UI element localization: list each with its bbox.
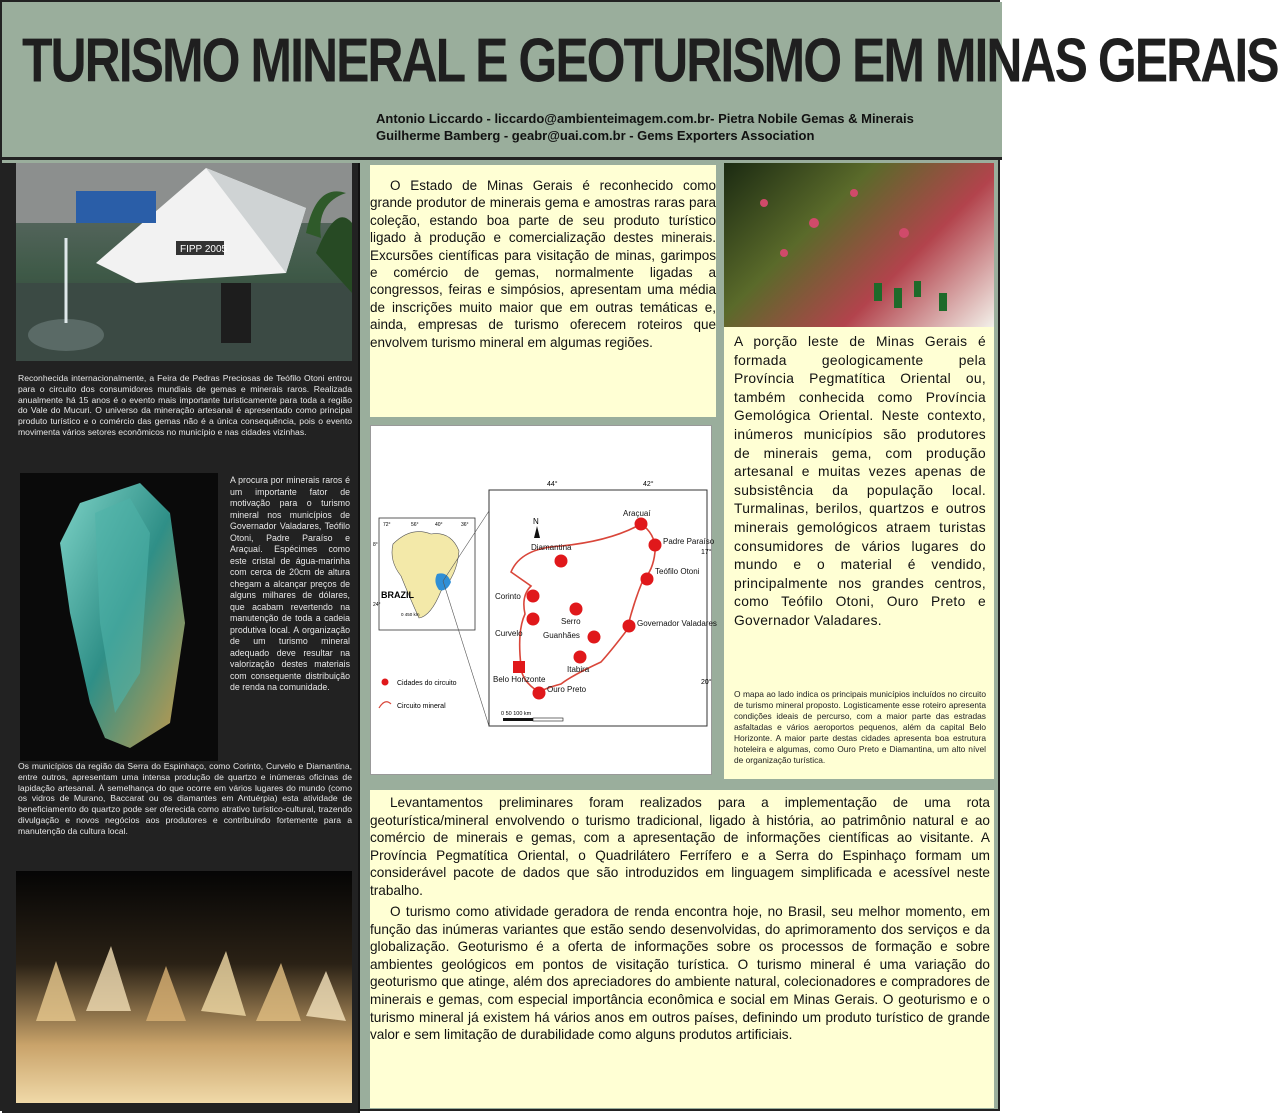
lat-20: 20° [701,679,712,686]
inset-lon-2: 56° [411,522,419,528]
label-guanhaes: Guanhães [543,631,580,640]
intro-panel [370,165,716,417]
fair-caption: Reconhecida internacionalmente, a Feira de Pedras Preciosas de Teófilo Otoni entrou para o circuito dos consumidores mundiais de gemas e minerais raros. Realizada anualmente há 15 anos é o evento mais importante turisticamente para toda a região do Vale do Mucuri. O universo da mineração artesanal é apresentado como principal produto turístico e o comércio das gemas não é a única consequência, pois o evento movimenta vários setores econômicos no município e nas cidades vizinhas. [18,373,352,437]
label-teofilo-otoni: Teófilo Otoni [655,567,700,576]
label-belo-horizonte: Belo Horizonte [493,675,546,684]
label-governador-valadares: Governador Valadares [637,619,717,628]
quartz-crystals-photo [16,871,352,1103]
label-padre-paraiso: Padre Paraíso [663,537,715,546]
poster-title: TURISMO MINERAL E GEOTURISMO EM MINAS GERAIS [22,25,1278,96]
label-itabira: Itabira [567,665,590,674]
gem-fair-photo [16,163,352,361]
city-aracuai [635,518,648,531]
city-belo-horizonte [513,661,525,673]
city-diamantina [555,555,568,568]
scale-label: 0 50 100 km [501,711,532,717]
brazil-label: BRAZIL [381,590,414,600]
paragraph-1: Levantamentos preliminares foram realizados para a implementação de uma rota geoturística/mineral envolvendo o turismo tradicional, ligado à história, ao patrimônio natural e ao comércio de minerais e gemas, com a apresentação de informações científicas ao visitante. A Província Pegmatítica Oriental, o Quadrilátero Ferrífero e a Serra do Espinhaço formam um considerável pacote de dados que são introduzidos em linguagem simplificada e acessível neste trabalho. [370,795,990,898]
label-curvelo: Curvelo [495,629,523,638]
city-teofilo-otoni [641,573,654,586]
inset-scale: 0 450 km [401,612,420,617]
paragraph-2: O turismo como atividade geradora de renda encontra hoje, no Brasil, seu melhor momento, em função das inúmeras variantes que estão sendo desenvolvidas, do aprimoramento dos serviços e da globalização. Geoturismo é a oferta de informações sobre os processos de formação e sobre ambientes geológicos em pontos de visitação turística. O turismo mineral é uma variação do geoturismo que atinge, além dos apreciadores do ambiente natural, colecionadores e compradores de minerais e gemas, com especial importância econômica e social em Minas Gerais. O geoturismo e o turismo mineral já existem há vários anos em outros países, definindo um produto turístico de grande valor e sem limitação de durabilidade como alguns produtos artificiais. [370,904,990,1043]
lon-42: 42° [643,481,654,488]
east-panel [724,327,994,779]
city-curvelo [527,613,540,626]
label-corinto: Corinto [495,592,521,601]
author-1: Antonio Liccardo - liccardo@ambienteimagem.com.br- Pietra Nobile Gemas & Minerais [376,111,914,126]
label-diamantina: Diamantina [531,543,572,552]
inset-lon-4: 36° [461,522,469,528]
lat-17: 17° [701,549,712,556]
left-column [2,163,360,1113]
city-guanhaes [588,631,601,644]
legend-city: Cidades do circuito [397,680,457,687]
bottom-panel [370,790,994,1108]
city-governador-valadares [623,620,636,633]
fair-sign: FIPP 2005 [180,244,228,255]
aquamarine-crystal-photo [20,473,218,761]
city-ouro-preto [533,687,546,700]
inset-lon-3: 40° [435,522,443,528]
crystal-caption: A procura por minerais raros é um importante fator de motivação para o turismo mineral nos municípios de Governador Valadares, Teófilo Otoni, Padre Paraíso e Araçuaí. Espécimes como este cristal de água-marinha com cerca de 20cm de altura chegam a alcançar preços de alguns milhares de dólares, que acabam revertendo na manutenção de toda a cadeia produtiva local. A organização de um turismo mineral adequado deve resultar na valorização destes materiais com consequente distribuição de renda na comunidade. [230,475,350,692]
city-serro [570,603,583,616]
intro-text: O Estado de Minas Gerais é reconhecido como grande produtor de minerais gema e amostras raras para coleção, estando boa parte de seu produto turístico ligado à produção e comercialização destes minerais. Excursões científicas para visitação de minas, garimpos e comércio de gemas, normalmente ligadas a congressos, feiras e simpósios, apresentam uma média de inscrições muito maior que em outras temáticas e, ainda, empresas de turismo oferecem roteiros que envolvem turismo mineral em algumas regiões. [370,178,716,350]
inset-lon-1: 72° [383,522,391,528]
authors [376,110,914,144]
inset-lat-2: 24° [373,602,381,608]
tourmaline-gems-photo [724,163,994,327]
legend-route: Circuito mineral [397,703,446,710]
city-itabira [574,651,587,664]
header [2,2,1278,160]
label-aracuai: Araçuaí [623,509,651,518]
label-serro: Serro [561,617,581,626]
author-2: Guilherme Bamberg - geabr@uai.com.br - Gems Exporters Association [376,128,815,143]
label-ouro-preto: Ouro Preto [547,685,587,694]
lon-44: 44° [547,481,558,488]
city-padre-paraiso [649,539,662,552]
espinhaco-caption: Os municípios da região da Serra do Espinhaço, como Corinto, Curvelo e Diamantina, entre outros, apresentam uma intensa produção de quartzo e inúmeras oficinas de lapidação artesanal. À semelhança do que ocorre em vários lugares do mundo (como os vidros de Murano, Baccarat ou os diamantes em Antuérpia) esta atividade de beneficiamento do quartzo pode ser oferecida como atrativo turístico-cultural, trazendo divulgação e novos negócios aos produtores e contribuindo fortemente para a manutenção da cultura local. [18,761,352,836]
north-label: N [533,517,539,526]
east-text: A porção leste de Minas Gerais é formada geologicamente pela Província Pegmatítica Oriental ou, também conhecida como Província Gemológica Oriental. Neste contexto, inúmeros municípios são produtores de minerais gema, com produção artesanal e muitas vezes apenas de subsistência da população local. Turmalinas, berilos, quartzos e outros minerais gemológicos atraem turistas consumidores de vários lugares do mundo e o material é vendido, principalmente nos grandes centros, como Teófilo Otoni, Ouro Preto e Governador Valadares. [734,334,986,628]
inset-lat-1: 8° [373,542,378,548]
map-caption: O mapa ao lado indica os principais municípios incluídos no circuito de turismo mineral proposto. Logisticamente esse roteiro apresenta condições ideais de percurso, com a maior parte das estradas asfaltadas e vários aeroportos pequenos, além da capital Belo Horizonte. A maior parte destas cidades apresenta boa estrutura hoteleira e algumas, como Ouro Preto e Diamantina, um alto nível de organização turística. [734,689,986,765]
city-corinto [527,590,540,603]
circuit-map [370,425,717,775]
